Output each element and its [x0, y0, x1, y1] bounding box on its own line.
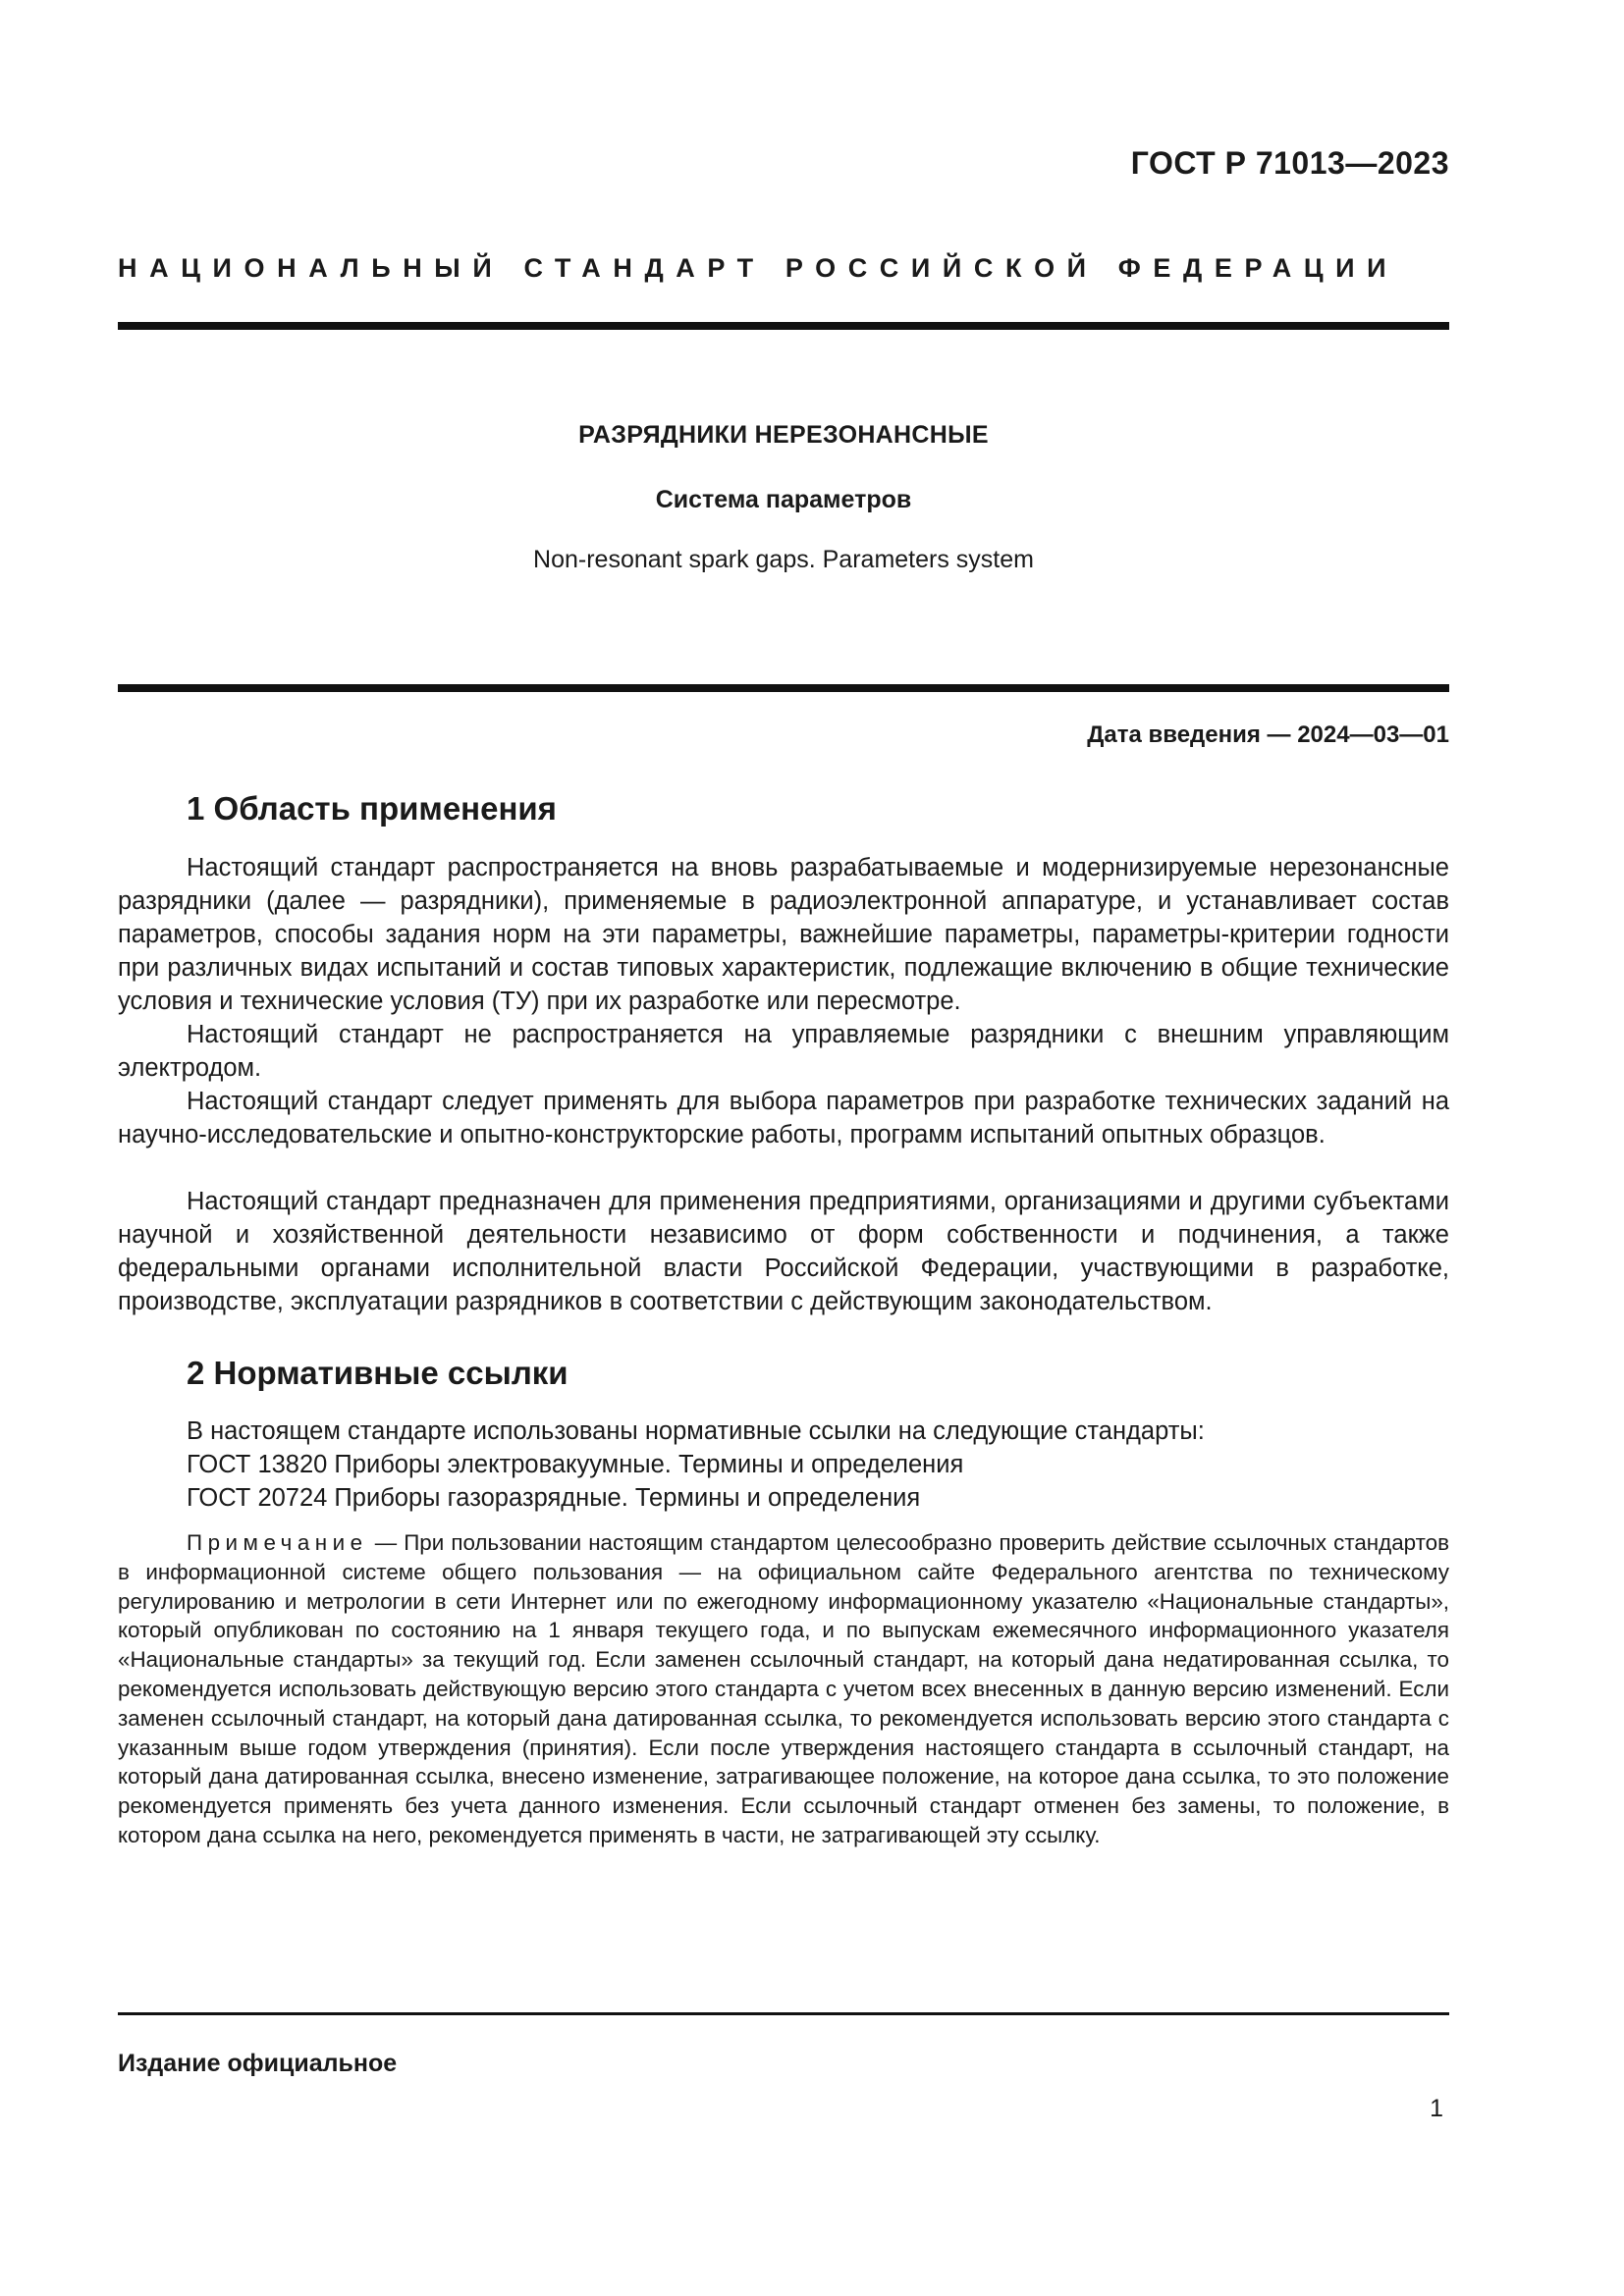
- footer-divider: [118, 2012, 1449, 2015]
- document-title: РАЗРЯДНИКИ НЕРЕЗОНАНСНЫЕ: [578, 421, 989, 449]
- reference-item: ГОСТ 13820 Приборы электровакуумные. Термины и определения: [187, 1451, 964, 1478]
- section-1-paragraph: Настоящий стандарт предназначен для применения предприятиями, организациями и другими субъектами научной и хозяйственной деятельности независимо от форм собственности и подчинения, а также федеральными органами исполнительной власти Российской Федерации, участвующими в разработке, производстве, эксплуатации разрядников в соответствии с действующим законодательством.: [118, 1188, 1449, 1315]
- official-edition-label: Издание официальное: [118, 2050, 398, 2077]
- references-intro: В настоящем стандарте использованы нормативные ссылки на следующие стандарты:: [187, 1417, 1205, 1445]
- document-subtitle: Система параметров: [655, 486, 912, 513]
- reference-item: ГОСТ 20724 Приборы газоразрядные. Термины и определения: [187, 1484, 921, 1512]
- page-number: 1: [1430, 2095, 1443, 2122]
- header-divider: [118, 322, 1449, 330]
- title-divider: [118, 684, 1449, 692]
- section-1-paragraph: Настоящий стандарт распространяется на вновь разрабатываемые и модернизируемые нерезонансные разрядники (далее — разрядники), применяемые в радиоэлектронной аппаратуре, и устанавливает состав параметров, способы задания норм на эти параметры, важнейшие параметры, параметры-критерии годности при различных видах испытаний и состав типовых характеристик, подлежащие включению в общие технические условия и технические условия (ТУ) при их разработке или пересмотре.: [118, 854, 1449, 1015]
- introduction-date: Дата введения — 2024—03—01: [1087, 721, 1449, 748]
- section-1-paragraph: Настоящий стандарт не распространяется на управляемые разрядники с внешним управляющим электродом.: [118, 1021, 1449, 1082]
- note-text: — При пользовании настоящим стандартом целесообразно проверить действие ссылочных стандартов в информационной системе общего пользования — на официальном сайте Федерального агентства по техническому регулированию и метрологии в сети Интернет или по ежегодному информационному указателю «Национальные стандарты», который опубликован по состоянию на 1 января текущего года, и по выпускам ежемесячного информационного указателя «Национальные стандарты» за текущий год. Если заменен ссылочный стандарт, на который дана недатированная ссылка, то рекомендуется использовать действующую версию этого стандарта с учетом всех внесенных в данную версию изменений. Если заменен ссылочный стандарт, на который дана датированная ссылка, то рекомендуется использовать версию этого стандарта с указанным выше годом утверждения (принятия). Если после утверждения настоящего стандарта в ссылочный стандарт, на который дана датированная ссылка, внесено изменение, затрагивающее положение, на которое дана ссылка, то это положение рекомендуется применять без учета данного изменения. Если ссылочный стандарт отменен без замены, то положение, в котором дана ссылка на него, рекомендуется применять в части, не затрагивающей эту ссылку.: [118, 1530, 1449, 1847]
- section-1-heading: 1 Область применения: [187, 790, 557, 827]
- section-2-heading: 2 Нормативные ссылки: [187, 1355, 568, 1391]
- national-standard-title: НАЦИОНАЛЬНЫЙ СТАНДАРТ РОССИЙСКОЙ ФЕДЕРАЦИИ: [118, 253, 1399, 283]
- document-title-english: Non-resonant spark gaps. Parameters system: [533, 546, 1034, 573]
- document-number: ГОСТ Р 71013—2023: [1130, 145, 1449, 181]
- section-1-paragraph: Настоящий стандарт следует применять для выбора параметров при разработке технических заданий на научно-исследовательские и опытно-конструкторские работы, программ испытаний опытных образцов.: [118, 1088, 1449, 1148]
- references-note: [118, 1528, 1449, 1850]
- note-label: Примечание: [187, 1530, 368, 1555]
